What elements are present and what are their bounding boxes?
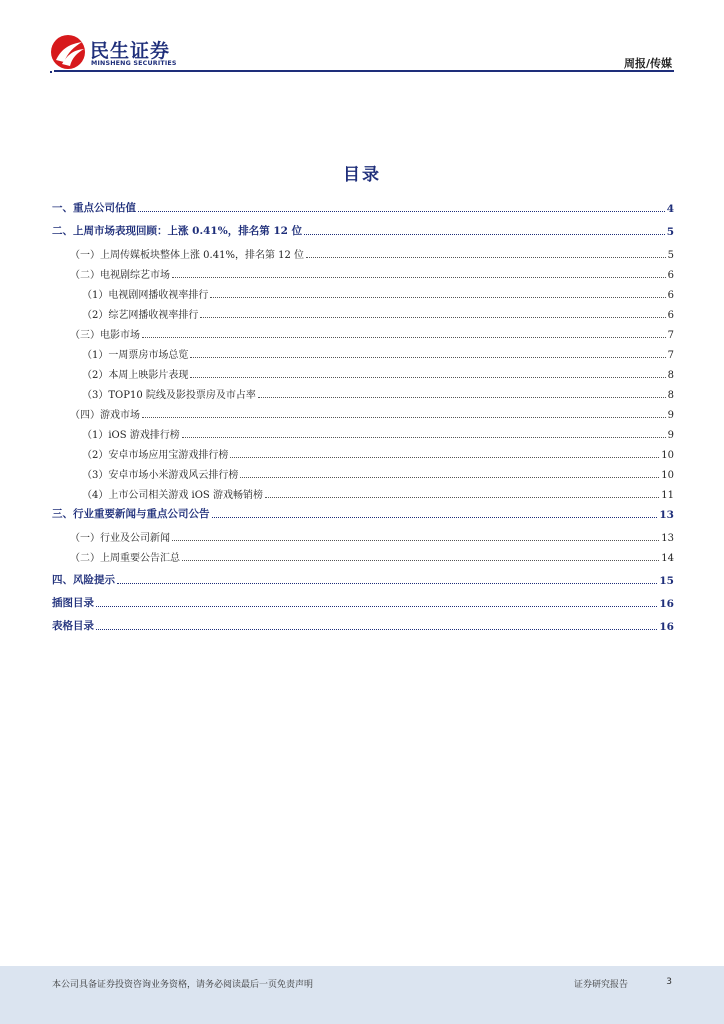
toc-dot-leader: [142, 416, 666, 418]
toc-entry-page: 6: [667, 310, 674, 321]
toc-entry-page: 5: [666, 226, 674, 238]
toc-entry-page: 11: [661, 490, 674, 501]
toc-entry-title: （二）上周重要公告汇总: [70, 553, 180, 564]
toc-dot-leader: [230, 456, 659, 458]
report-category-tag: 周报/传媒: [623, 57, 672, 70]
toc-dot-leader: [182, 436, 666, 438]
toc-dot-leader: [142, 336, 666, 338]
toc-entry[interactable]: [70, 403, 674, 421]
toc-entry[interactable]: [52, 220, 674, 238]
toc-entry-page: 8: [667, 370, 674, 381]
toc-entry-title: 三、行业重要新闻与重点公司公告: [52, 508, 210, 520]
toc-entry[interactable]: [82, 423, 674, 441]
toc-dot-leader: [200, 316, 665, 318]
toc-entry-title: 插图目录: [52, 597, 94, 609]
toc-dot-leader: [96, 605, 657, 607]
logo-chinese-name: 民生证券: [90, 40, 171, 62]
toc-dot-leader: [96, 628, 657, 630]
toc-entry-title: （三）电影市场: [70, 330, 140, 341]
toc-entry-page: 4: [666, 203, 674, 215]
toc-dot-leader: [265, 496, 659, 498]
toc-entry-page: 16: [659, 598, 674, 610]
toc-entry-page: 15: [659, 575, 674, 587]
toc-entry-page: 14: [661, 553, 674, 564]
toc-entry[interactable]: [52, 615, 674, 633]
toc-entry-title: （一）上周传媒板块整体上涨 0.41%，排名第 12 位: [70, 250, 305, 261]
toc-dot-leader: [117, 582, 657, 584]
footer-disclaimer: 本公司具备证券投资咨询业务资格，请务必阅读最后一页免责声明: [52, 980, 314, 990]
toc-dot-leader: [212, 516, 658, 518]
toc-entry[interactable]: [82, 463, 674, 481]
toc-entry[interactable]: [52, 569, 674, 587]
toc-entry-page: 10: [661, 470, 674, 481]
toc-entry-title: （2）本周上映影片表现: [82, 370, 189, 381]
toc-entry-page: 16: [659, 621, 674, 633]
page-header: [0, 0, 724, 80]
toc-entry-page: 9: [667, 430, 674, 441]
toc-entry-page: 9: [667, 410, 674, 421]
toc-entry-title: 二、上周市场表现回顾：上涨 0.41%，排名第 12 位: [52, 225, 303, 237]
toc-entry[interactable]: [82, 343, 674, 361]
toc-entry-title: （3）安卓市场小米游戏风云排行榜: [82, 470, 239, 481]
toc-entry[interactable]: [82, 443, 674, 461]
toc-entry-title: （4）上市公司相关游戏 iOS 游戏畅销榜: [82, 490, 263, 501]
toc-dot-leader: [172, 539, 659, 541]
toc-dot-leader: [304, 233, 665, 235]
toc-entry[interactable]: [82, 483, 674, 501]
toc-entry[interactable]: [52, 197, 674, 215]
minsheng-emblem-icon: [50, 34, 88, 70]
toc-dot-leader: [190, 376, 665, 378]
minsheng-logo: [50, 34, 184, 74]
toc-dot-leader: [240, 476, 659, 478]
footer-page-number: 3: [666, 977, 672, 987]
toc-entry-page: 13: [661, 533, 674, 544]
toc-entry[interactable]: [70, 263, 674, 281]
toc-entry[interactable]: [70, 546, 674, 564]
toc-entry-title: （3）TOP10 院线及影投票房及市占率: [82, 390, 256, 401]
toc-entry[interactable]: [82, 303, 674, 321]
toc-title: 目录: [343, 165, 381, 185]
toc-entry-title: 一、重点公司估值: [52, 202, 136, 214]
toc-entry[interactable]: [52, 592, 674, 610]
toc-entry-page: 6: [667, 270, 674, 281]
header-rule-marker: [50, 71, 52, 73]
toc-entry-title: （1）iOS 游戏排行榜: [82, 430, 180, 441]
toc-entry-title: （一）行业及公司新闻: [70, 533, 170, 544]
toc-entry-title: （1）电视剧网播收视率排行: [82, 290, 209, 301]
footer-report-type: 证券研究报告: [573, 980, 628, 990]
toc-dot-leader: [190, 356, 665, 358]
toc-entry-title: （二）电视剧综艺市场: [70, 270, 170, 281]
toc-entry[interactable]: [70, 526, 674, 544]
page-footer: [0, 966, 724, 1024]
header-divider: [54, 70, 674, 72]
toc-entry-page: 5: [667, 250, 674, 261]
toc-dot-leader: [138, 210, 665, 212]
toc-dot-leader: [258, 396, 666, 398]
toc-dot-leader: [306, 256, 666, 258]
toc-dot-leader: [182, 559, 659, 561]
toc-entry-page: 13: [659, 509, 674, 521]
toc-entry-page: 6: [667, 290, 674, 301]
toc-dot-leader: [172, 276, 666, 278]
logo-english-name: MINSHENG SECURITIES: [91, 60, 177, 67]
toc-entry[interactable]: [70, 243, 674, 261]
toc-entry[interactable]: [70, 323, 674, 341]
toc-entry[interactable]: [52, 503, 674, 521]
toc-dot-leader: [210, 296, 665, 298]
toc-entry[interactable]: [82, 383, 674, 401]
toc-entry-title: （1）一周票房市场总览: [82, 350, 189, 361]
toc-entry-title: （四）游戏市场: [70, 410, 140, 421]
toc-entry-page: 8: [667, 390, 674, 401]
toc-entry-title: （2）综艺网播收视率排行: [82, 310, 199, 321]
toc-entry-title: 表格目录: [52, 620, 94, 632]
toc-entry-page: 10: [661, 450, 674, 461]
toc-entry-page: 7: [667, 330, 674, 341]
toc-entry[interactable]: [82, 363, 674, 381]
toc-entry[interactable]: [82, 283, 674, 301]
toc-entry-title: （2）安卓市场应用宝游戏排行榜: [82, 450, 229, 461]
toc-entry-title: 四、风险提示: [52, 574, 115, 586]
toc-entry-page: 7: [667, 350, 674, 361]
